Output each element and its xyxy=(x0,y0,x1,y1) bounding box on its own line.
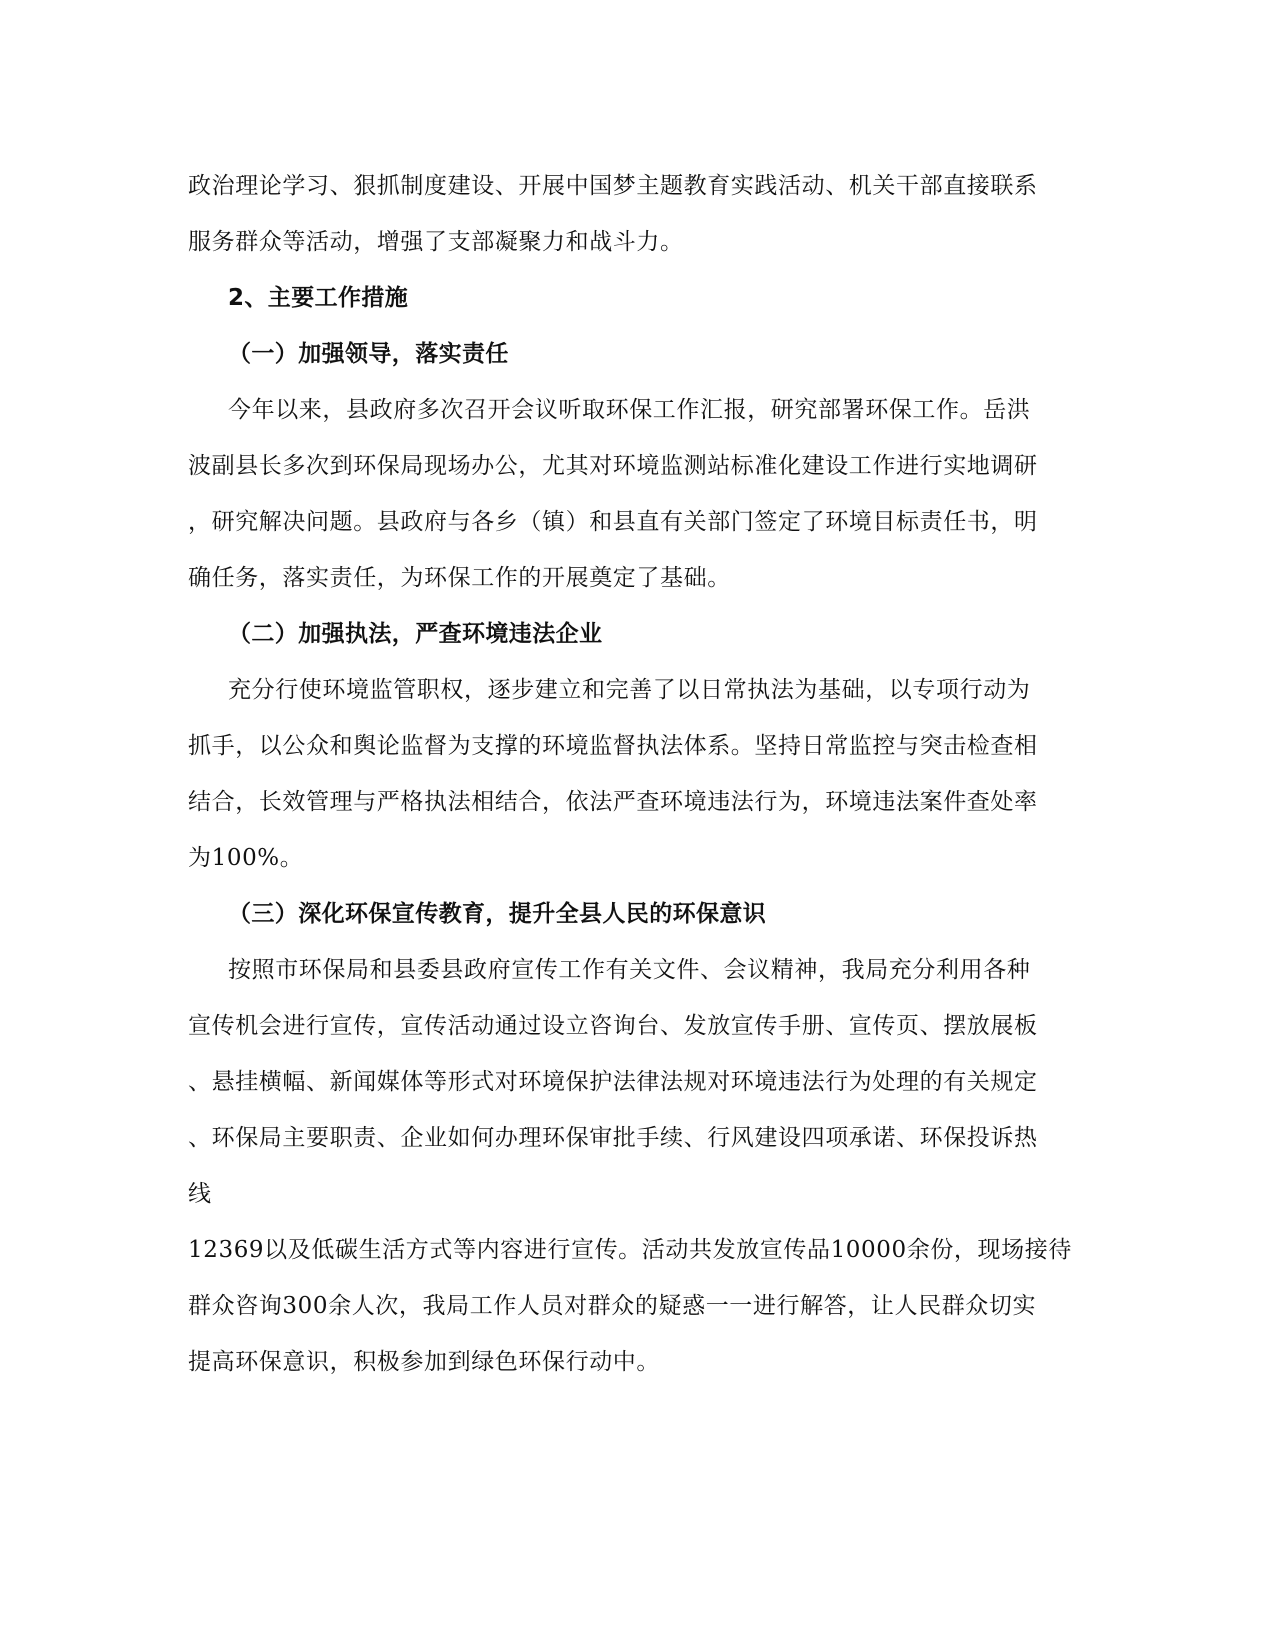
subsection-heading: （二）加强执法，严查环境违法企业 xyxy=(228,621,603,647)
subsection-heading: （三）深化环保宣传教育，提升全县人民的环保意识 xyxy=(228,901,767,927)
paragraph-line: 结合，长效管理与严格执法相结合，依法严查环境违法行为，环境违法案件查处率 xyxy=(188,789,1038,815)
paragraph-line: 政治理论学习、狠抓制度建设、开展中国梦主题教育实践活动、机关干部直接联系 xyxy=(188,173,1038,199)
paragraph-line: 线 xyxy=(188,1181,212,1207)
paragraph-line: 波副县长多次到环保局现场办公，尤其对环境监测站标准化建设工作进行实地调研 xyxy=(188,453,1038,479)
paragraph-line: 宣传机会进行宣传，宣传活动通过设立咨询台、发放宣传手册、宣传页、摆放展板 xyxy=(188,1013,1038,1039)
paragraph-line: 为100%。 xyxy=(188,845,304,871)
paragraph-line: ，研究解决问题。县政府与各乡（镇）和县直有关部门签定了环境目标责任书，明 xyxy=(188,509,1038,535)
subsection-heading: （一）加强领导，落实责任 xyxy=(228,341,509,367)
paragraph-line: 群众咨询300余人次，我局工作人员对群众的疑惑一一进行解答，让人民群众切实 xyxy=(188,1293,1037,1319)
paragraph-line: 服务群众等活动，增强了支部凝聚力和战斗力。 xyxy=(188,229,684,255)
paragraph-line: 提高环保意识，积极参加到绿色环保行动中。 xyxy=(188,1349,660,1375)
paragraph-line: 、环保局主要职责、企业如何办理环保审批手续、行风建设四项承诺、环保投诉热 xyxy=(188,1125,1038,1151)
section-heading: 2、主要工作措施 xyxy=(228,285,409,311)
paragraph-line: 12369以及低碳生活方式等内容进行宣传。活动共发放宣传品10000余份，现场接待 xyxy=(188,1237,1072,1263)
paragraph-line: 抓手，以公众和舆论监督为支撑的环境监督执法体系。坚持日常监控与突击检查相 xyxy=(188,733,1038,759)
paragraph-line: 今年以来，县政府多次召开会议听取环保工作汇报，研究部署环保工作。岳洪 xyxy=(228,397,1031,423)
paragraph-line: 、悬挂横幅、新闻媒体等形式对环境保护法律法规对环境违法行为处理的有关规定 xyxy=(188,1069,1038,1095)
paragraph-line: 充分行使环境监管职权，逐步建立和完善了以日常执法为基础，以专项行动为 xyxy=(228,677,1031,703)
paragraph-line: 按照市环保局和县委县政府宣传工作有关文件、会议精神，我局充分利用各种 xyxy=(228,957,1031,983)
paragraph-line: 确任务，落实责任，为环保工作的开展奠定了基础。 xyxy=(188,565,731,591)
